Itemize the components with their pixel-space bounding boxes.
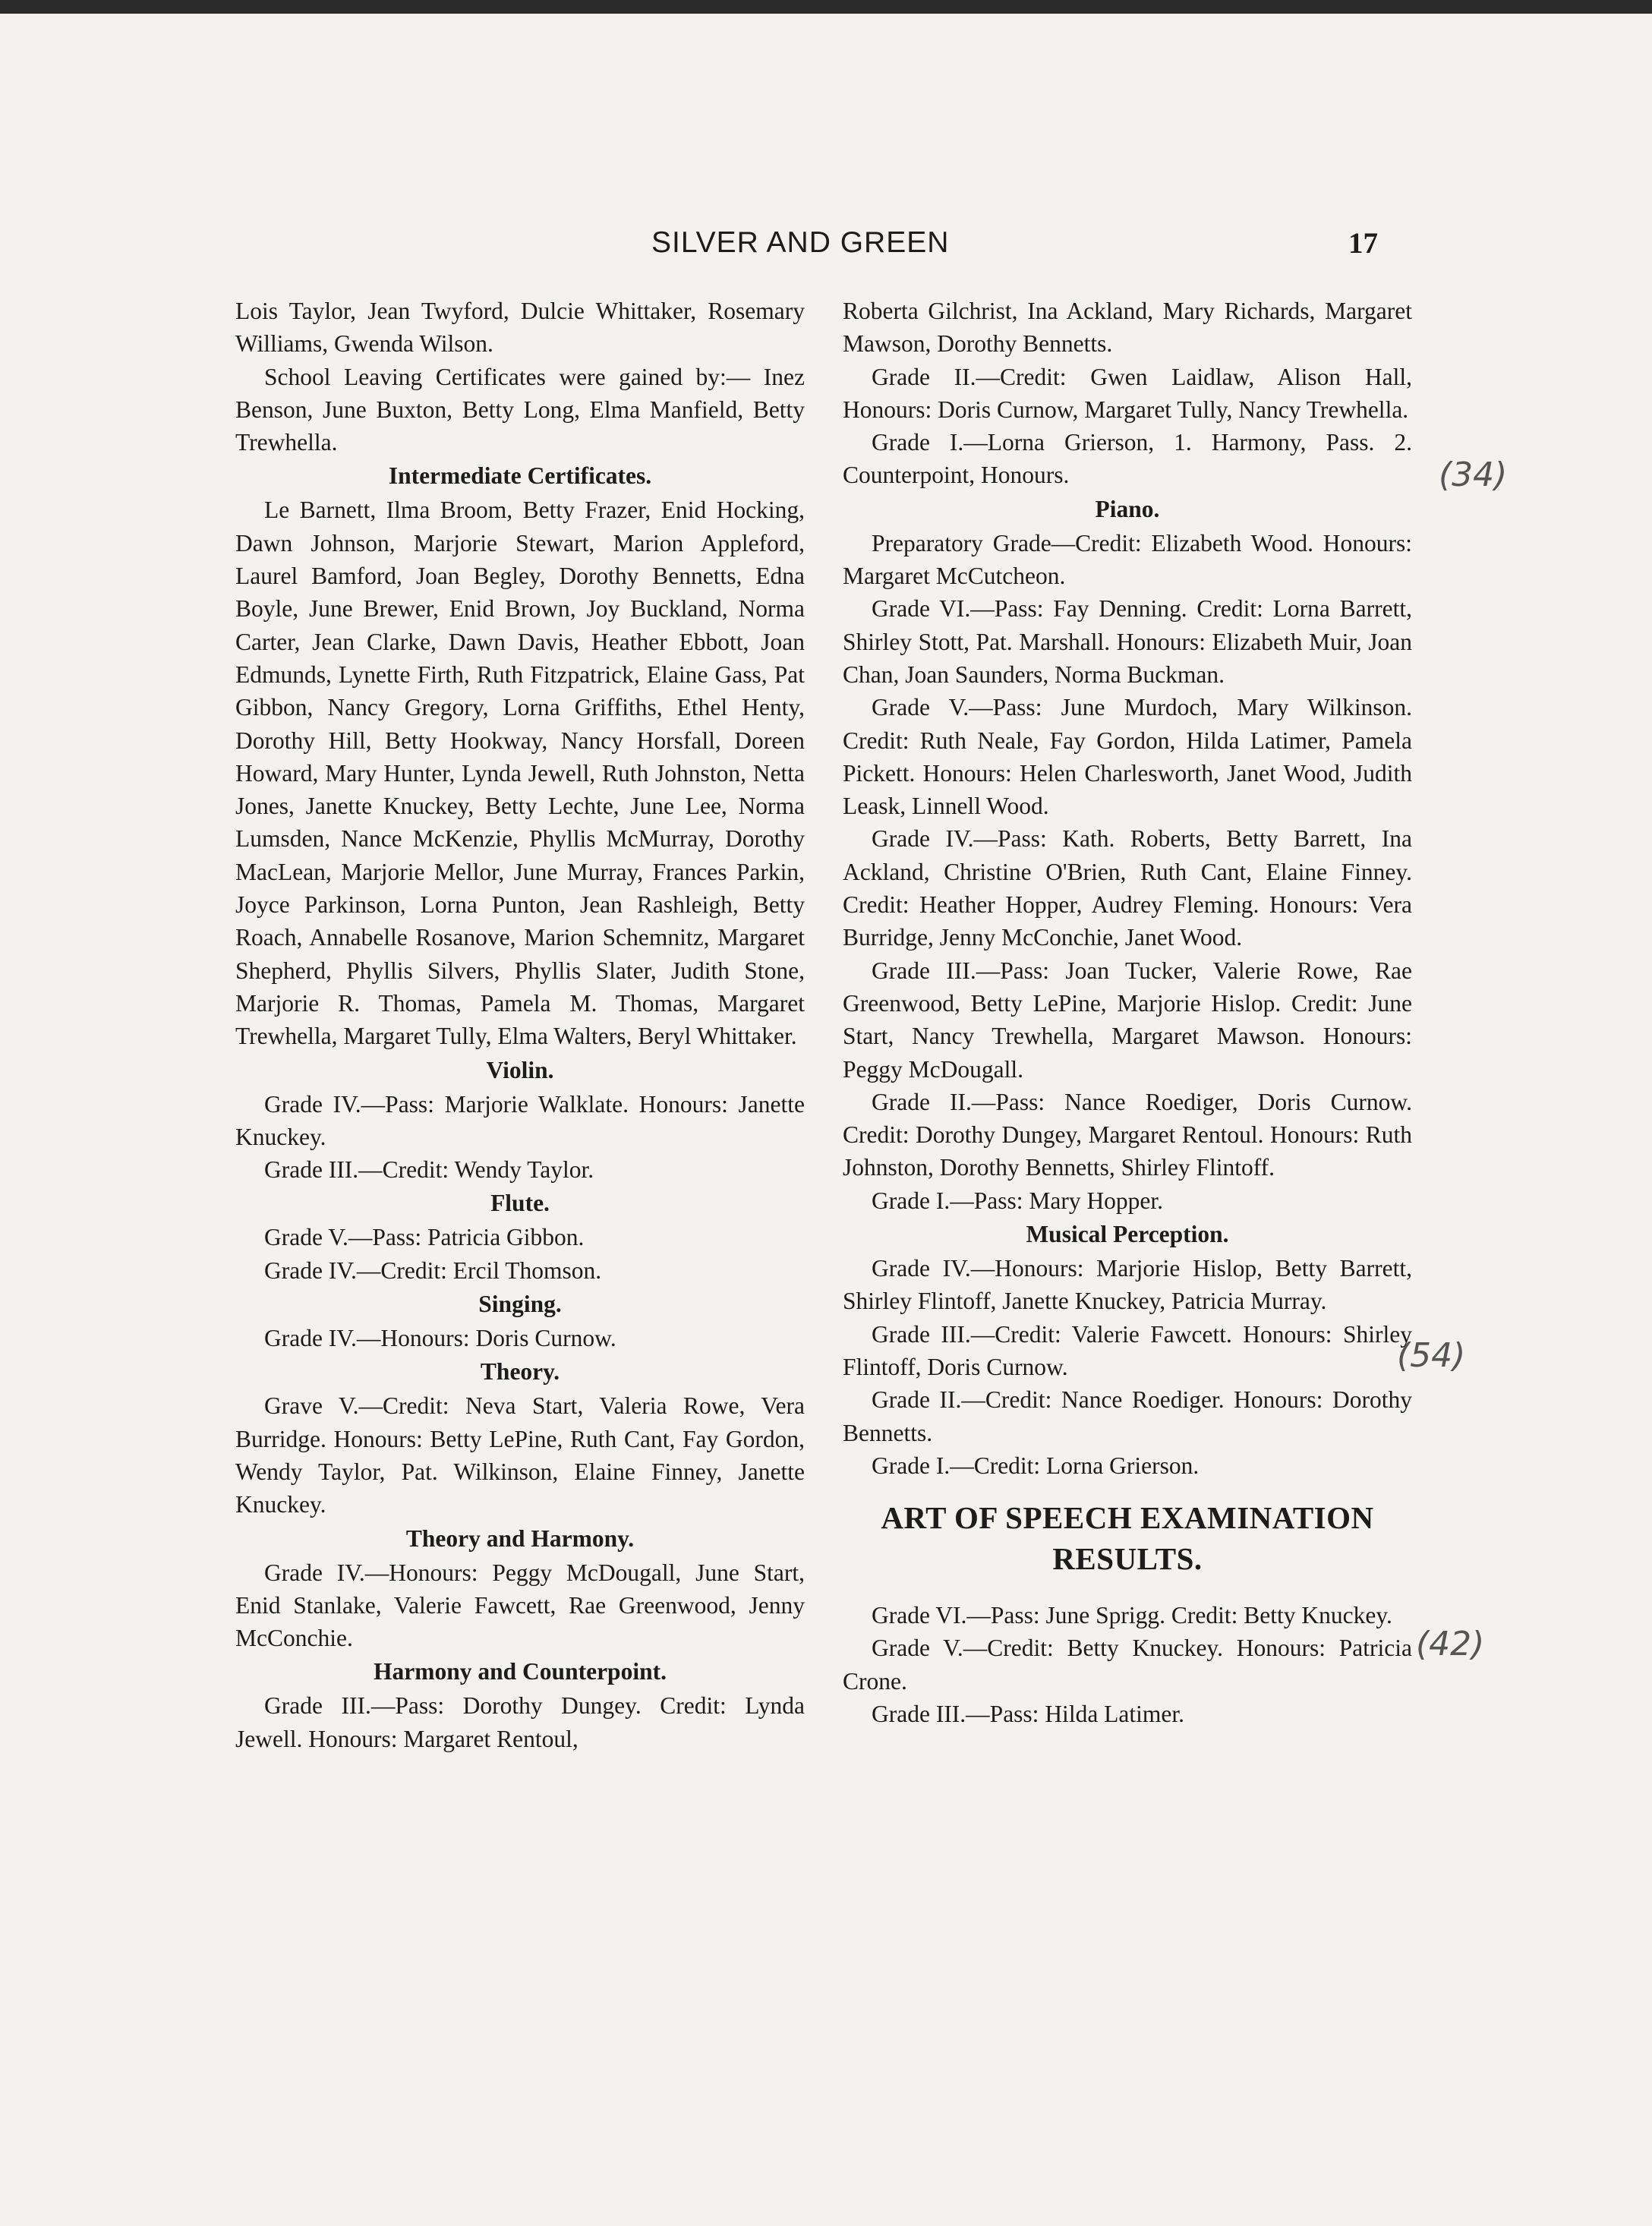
handwritten-note: (54) (1397, 1336, 1466, 1375)
paragraph: Grade IV.—Pass: Kath. Roberts, Betty Barrett, Ina Ackland, Christine O'Brien, Ruth Cant, Elaine Finney. Credit: Heather Hopper, Audrey Fleming. Honours: Vera Burridge, Jenny McConchie, Janet Wood. (843, 825, 1412, 951)
paragraph: Grade IV.—Credit: Ercil Thomson. (264, 1256, 602, 1284)
left-column (235, 295, 805, 1755)
section-heading-speech: ART OF SPEECH EXAMINATION RESULTS. (881, 1500, 1374, 1577)
section-heading-theory: Theory. (480, 1358, 560, 1386)
section-heading-theory-harmony: Theory and Harmony. (405, 1524, 635, 1552)
paragraph: School Leaving Certificates were gained by:— Inez Benson, June Buxton, Betty Long, Elma Manfield, Betty Trewhella. (235, 363, 805, 456)
section-heading-violin: Violin. (486, 1056, 554, 1083)
paragraph: Grade V.—Pass: June Murdoch, Mary Wilkinson. Credit: Ruth Neale, Fay Gordon, Hilda Latimer, Pamela Pickett. Honours: Helen Charlesworth, Janet Wood, Judith Leask, Linnell Wood. (843, 694, 1412, 820)
paragraph: Grade I.—Lorna Grierson, 1. Harmony, Pass. 2. Counterpoint, Honours. (843, 429, 1412, 489)
paragraph: Grade III.—Pass: Hilda Latimer. (872, 1700, 1185, 1727)
paragraph: Grade IV.—Honours: Doris Curnow. (264, 1325, 616, 1352)
paragraph: Grade IV.—Pass: Marjorie Walklate. Honours: Janette Knuckey. (235, 1090, 805, 1150)
page-top-edge (0, 0, 1652, 14)
section-heading-singing: Singing. (478, 1291, 562, 1318)
paragraph: Grade IV.—Honours: Peggy McDougall, June Start, Enid Stanlake, Valerie Fawcett, Rae Greenwood, Jenny McConchie. (235, 1559, 805, 1652)
handwritten-note: (42) (1416, 1625, 1485, 1663)
paragraph: Grade III.—Pass: Dorothy Dungey. Credit: Lynda Jewell. Honours: Margaret Rentoul, (235, 1692, 805, 1752)
paragraph: Roberta Gilchrist, Ina Ackland, Mary Richards, Margaret Mawson, Dorothy Bennetts. (843, 298, 1412, 358)
paragraph: Grade IV.—Honours: Marjorie Hislop, Betty Barrett, Shirley Flintoff, Janette Knuckey, Patricia Murray. (843, 1255, 1412, 1315)
page-number: 17 (1348, 227, 1378, 260)
right-column (843, 295, 1412, 1730)
section-heading-flute: Flute. (490, 1190, 550, 1217)
section-heading-piano: Piano. (1095, 495, 1160, 522)
paragraph: Preparatory Grade—Credit: Elizabeth Wood. Honours: Margaret McCutcheon. (843, 529, 1412, 590)
paragraph: Grade I.—Credit: Lorna Grierson. (872, 1452, 1200, 1479)
paragraph: Grade II.—Credit: Gwen Laidlaw, Alison Hall, Honours: Doris Curnow, Margaret Tully, Nancy Trewhella. (843, 363, 1412, 423)
paragraph: Grade V.—Pass: Patricia Gibbon. (264, 1224, 585, 1251)
paragraph: Lois Taylor, Jean Twyford, Dulcie Whittaker, Rosemary Williams, Gwenda Wilson. (235, 298, 805, 358)
section-heading-intermediate: Intermediate Certificates. (388, 462, 652, 490)
running-title: SILVER AND GREEN (651, 226, 950, 259)
paragraph: Grade II.—Pass: Nance Roediger, Doris Curnow. Credit: Dorothy Dungey, Margaret Rentoul. Honours: Ruth Johnston, Dorothy Bennetts, Shirley Flintoff. (843, 1088, 1412, 1181)
paragraph: Grade VI.—Pass: Fay Denning. Credit: Lorna Barrett, Shirley Stott, Pat. Marshall. Honours: Elizabeth Muir, Joan Chan, Joan Saunders, Norma Buckman. (843, 595, 1412, 688)
paragraph: Grade VI.—Pass: June Sprigg. Credit: Betty Knuckey. (872, 1602, 1392, 1629)
paragraph: Grade II.—Credit: Nance Roediger. Honours: Dorothy Bennetts. (843, 1386, 1412, 1446)
handwritten-note: (34) (1439, 456, 1508, 494)
paragraph: Grade III.—Credit: Wendy Taylor. (264, 1156, 594, 1184)
paragraph: Grade III.—Pass: Joan Tucker, Valerie Rowe, Rae Greenwood, Betty LePine, Marjorie Hislop. Credit: June Start, Nancy Trewhella, Margaret Mawson. Honours: Peggy McDougall. (843, 957, 1412, 1083)
paragraph: Grave V.—Credit: Neva Start, Valeria Rowe, Vera Burridge. Honours: Betty LePine, Ruth Cant, Fay Gordon, Wendy Taylor, Pat. Wilkinson, Elaine Finney, Janette Knuckey. (235, 1392, 805, 1518)
section-heading-musical-perception: Musical Perception. (1026, 1221, 1229, 1248)
section-heading-harmony-counterpoint: Harmony and Counterpoint. (374, 1658, 667, 1685)
paragraph: Grade V.—Credit: Betty Knuckey. Honours: Patricia Crone. (843, 1635, 1412, 1695)
paragraph: Le Barnett, Ilma Broom, Betty Frazer, Enid Hocking, Dawn Johnson, Marjorie Stewart, Marion Appleford, Laurel Bamford, Joan Begley, Dorothy Bennetts, Edna Boyle, June Brewer, Enid Brown, Joy Buckland, Norma Carter, Jean Clarke, Dawn Davis, Heather Ebbott, Joan Edmunds, Lynette Firth, Ruth Fitzpatrick, Elaine Gass, Pat Gibbon, Nancy Gregory, Lorna Griffiths, Ethel Henty, Dorothy Hill, Betty Hookway, Nancy Horsfall, Doreen Howard, Mary Hunter, Lynda Jewell, Ruth Johnston, Netta Jones, Janette Knuckey, Betty Lechte, June Lee, Norma Lumsden, Nance McKenzie, Phyllis McMurray, Dorothy MacLean, Marjorie Mellor, June Murray, Frances Parkin, Joyce Parkinson, Lorna Punton, Jean Rashleigh, Betty Roach, Annabelle Rosanove, Marion Schemnitz, Margaret Shepherd, Phyllis Silvers, Phyllis Slater, Judith Stone, Marjorie R. Thomas, Pamela M. Thomas, Margaret Trewhella, Margaret Tully, Elma Walters, Beryl Whittaker. (235, 497, 805, 1050)
paragraph: Grade III.—Credit: Valerie Fawcett. Honours: Shirley Flintoff, Doris Curnow. (843, 1320, 1412, 1380)
paragraph: Grade I.—Pass: Mary Hopper. (872, 1187, 1164, 1214)
page-header (0, 226, 1652, 264)
